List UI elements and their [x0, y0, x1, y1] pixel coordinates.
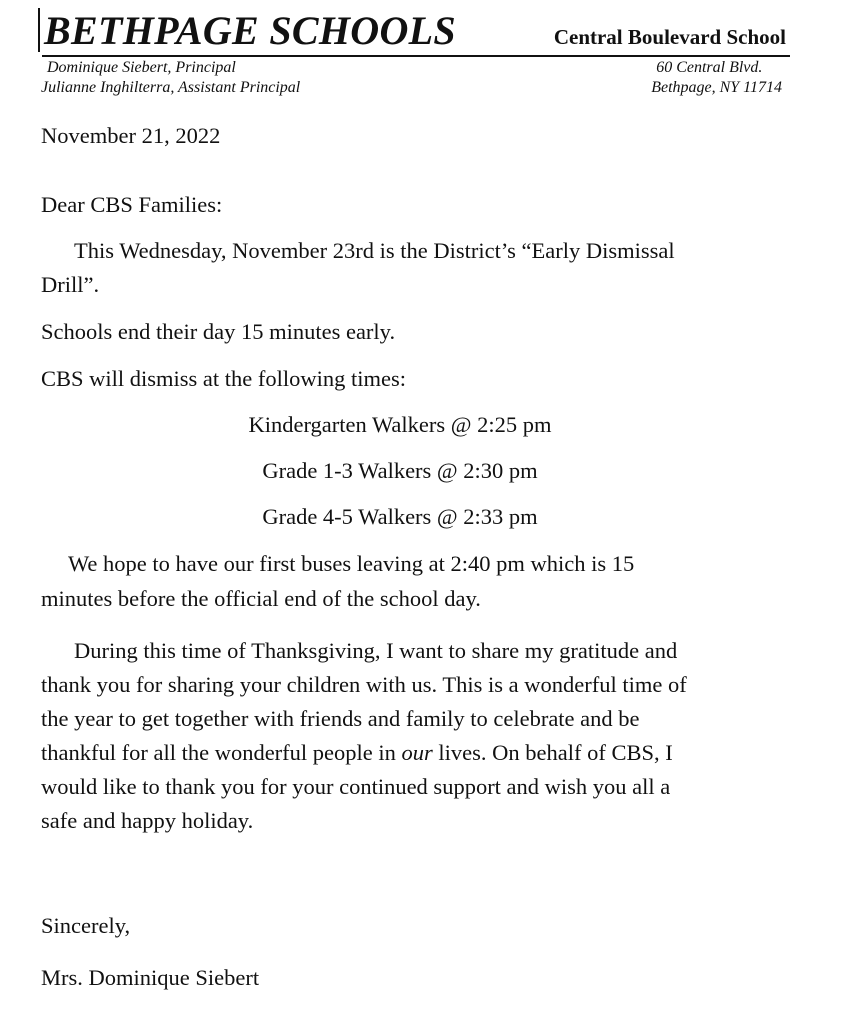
- paragraph-5-line-4-start: thankful for all the wonderful people in: [41, 740, 402, 765]
- paragraph-5-line-3: the year to get together with friends and family to celebrate and be: [41, 706, 640, 731]
- emphasis-our: our: [401, 740, 433, 765]
- paragraph-1-line-2: Drill”.: [41, 272, 100, 297]
- paragraph-5-line-4: [41, 736, 673, 770]
- paragraph-5-line-1: During this time of Thanksgiving, I want to share my gratitude and: [74, 638, 678, 663]
- paragraph-5-line-2: thank you for sharing your children with us. This is a wonderful time of: [41, 672, 687, 697]
- paragraph-5-line-5: would like to thank you for your continued support and wish you all a: [41, 774, 671, 799]
- paragraph-1-line-1: This Wednesday, November 23rd is the District’s “Early Dismissal: [74, 238, 675, 263]
- principal-name: Dominique Siebert, Principal: [47, 59, 236, 76]
- school-address: [651, 58, 782, 98]
- paragraph-5-line-6: safe and happy holiday.: [41, 808, 254, 833]
- letter-date: November 21, 2022: [41, 123, 221, 148]
- letterhead: [38, 8, 790, 100]
- paragraph-2: Schools end their day 15 minutes early.: [41, 319, 396, 344]
- district-name: BETHPAGE SCHOOLS: [38, 8, 456, 52]
- address-line-1: 60 Central Blvd.: [656, 59, 763, 76]
- address-line-2: Bethpage, NY 11714: [651, 79, 782, 96]
- dismissal-time-grade-1-3: Grade 1-3 Walkers @ 2:30 pm: [262, 458, 538, 483]
- staff-list: [41, 58, 300, 98]
- salutation: Dear CBS Families:: [41, 192, 223, 217]
- paragraph-4-line-2: minutes before the official end of the school day.: [41, 586, 481, 611]
- signature-name: Mrs. Dominique Siebert: [41, 965, 260, 990]
- paragraph-3: CBS will dismiss at the following times:: [41, 366, 407, 391]
- paragraph-5-line-4-end: lives. On behalf of CBS, I: [432, 740, 673, 765]
- letterhead-divider: [42, 55, 790, 57]
- dismissal-time-grade-4-5: Grade 4-5 Walkers @ 2:33 pm: [262, 504, 538, 529]
- school-name: Central Boulevard School: [553, 25, 786, 49]
- dismissal-time-kindergarten: Kindergarten Walkers @ 2:25 pm: [248, 412, 552, 437]
- closing: Sincerely,: [41, 913, 131, 938]
- assistant-principal-name: Julianne Inghilterra, Assistant Principal: [41, 79, 301, 96]
- paragraph-4-line-1: We hope to have our first buses leaving at 2:40 pm which is 15: [68, 551, 635, 576]
